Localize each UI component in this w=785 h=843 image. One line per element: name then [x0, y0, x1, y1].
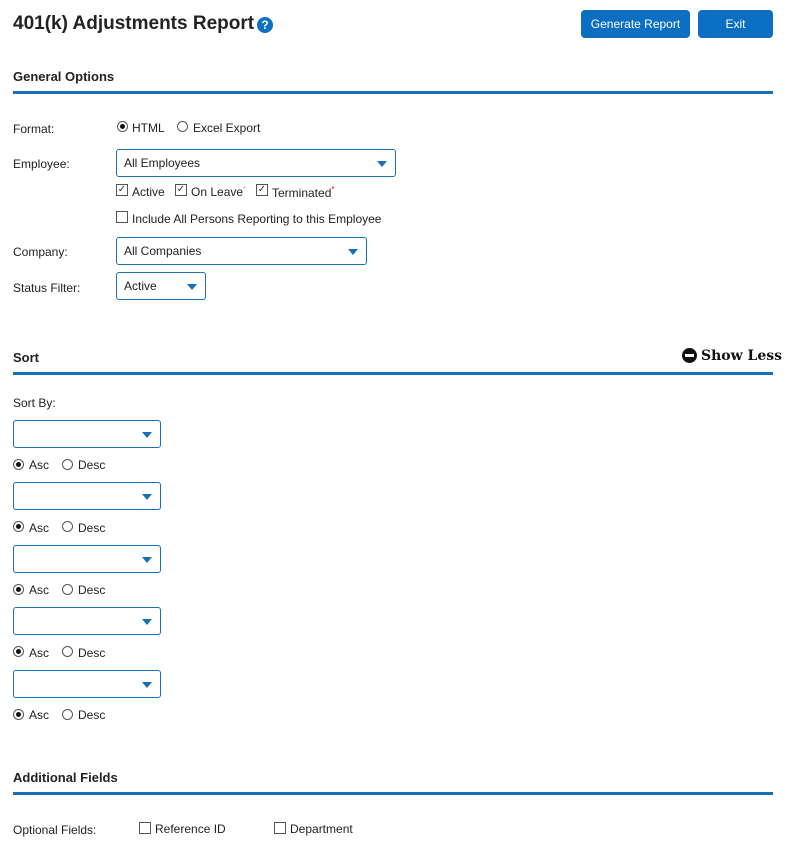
- chevron-down-icon: [187, 284, 197, 290]
- company-select[interactable]: [116, 237, 367, 265]
- asc-label: Asc: [29, 583, 50, 597]
- section-divider: [13, 91, 773, 94]
- sort-asc-radio-2[interactable]: [13, 521, 24, 532]
- desc-label: Desc: [78, 583, 106, 597]
- on-leave-checkbox-label: On Leave*: [191, 185, 246, 199]
- sort-field-select-2[interactable]: [13, 482, 161, 510]
- desc-label: Desc: [78, 708, 106, 722]
- company-label: Company:: [13, 245, 68, 259]
- status-filter-select[interactable]: [116, 272, 206, 300]
- include-reporting-checkbox[interactable]: [116, 211, 128, 223]
- format-html-radio[interactable]: [117, 121, 128, 132]
- sort-field-select-4[interactable]: [13, 607, 161, 635]
- terminated-required-mark: *: [331, 185, 335, 194]
- sort-asc-radio-4[interactable]: [13, 646, 24, 657]
- section-divider: [13, 372, 773, 375]
- chevron-down-icon: [142, 619, 152, 625]
- sort-title: Sort: [13, 350, 39, 365]
- department-label: Department: [290, 822, 353, 836]
- sort-desc-radio-5[interactable]: [62, 709, 73, 720]
- asc-label: Asc: [29, 646, 50, 660]
- include-reporting-label: Include All Persons Reporting to this Employee: [132, 212, 382, 226]
- sort-desc-radio-1[interactable]: [62, 459, 73, 470]
- sort-asc-radio-1[interactable]: [13, 459, 24, 470]
- sort-desc-radio-2[interactable]: [62, 521, 73, 532]
- on-leave-checkbox[interactable]: ✓: [176, 184, 186, 195]
- sort-by-label: Sort By:: [13, 396, 56, 410]
- active-checkbox[interactable]: ✓: [117, 184, 127, 195]
- section-divider: [13, 792, 773, 795]
- sort-desc-radio-4[interactable]: [62, 646, 73, 657]
- asc-label: Asc: [29, 458, 50, 472]
- format-excel-label: Excel Export: [193, 121, 261, 135]
- chevron-down-icon: [348, 249, 358, 255]
- general-options-title: General Options: [13, 69, 115, 84]
- format-label: Format:: [13, 122, 55, 136]
- sort-field-select-3[interactable]: [13, 545, 161, 573]
- exit-button[interactable]: Exit: [698, 10, 773, 38]
- format-excel-radio[interactable]: [177, 121, 188, 132]
- active-checkbox-label: Active: [132, 185, 165, 199]
- on-leave-note-mark: *: [243, 186, 246, 193]
- employee-select-value: All Employees: [124, 156, 201, 170]
- department-checkbox[interactable]: [274, 822, 286, 834]
- employee-label: Employee:: [13, 157, 70, 171]
- desc-label: Desc: [78, 458, 106, 472]
- format-html-label: HTML: [132, 121, 165, 135]
- sort-desc-radio-3[interactable]: [62, 584, 73, 595]
- terminated-checkbox[interactable]: ✓: [257, 184, 267, 195]
- company-select-value: All Companies: [124, 244, 202, 258]
- sort-asc-radio-3[interactable]: [13, 584, 24, 595]
- chevron-down-icon: [142, 557, 152, 563]
- asc-label: Asc: [29, 708, 50, 722]
- reference-id-checkbox[interactable]: [139, 822, 151, 834]
- sort-asc-radio-5[interactable]: [13, 709, 24, 720]
- show-less-toggle[interactable]: Show Less: [701, 348, 783, 364]
- reference-id-label: Reference ID: [155, 822, 226, 836]
- generate-report-button[interactable]: Generate Report: [581, 10, 690, 38]
- desc-label: Desc: [78, 646, 106, 660]
- desc-label: Desc: [78, 521, 106, 535]
- minus-circle-icon[interactable]: [682, 348, 697, 363]
- sort-field-select-5[interactable]: [13, 670, 161, 698]
- chevron-down-icon: [377, 161, 387, 167]
- chevron-down-icon: [142, 432, 152, 438]
- terminated-checkbox-label: Terminated*: [272, 185, 335, 200]
- page-title: 401(k) Adjustments Report: [13, 13, 255, 34]
- status-filter-value: Active: [124, 279, 157, 293]
- optional-fields-label: Optional Fields:: [13, 823, 97, 837]
- additional-fields-title: Additional Fields: [13, 770, 118, 785]
- status-filter-label: Status Filter:: [13, 281, 81, 295]
- sort-field-select-1[interactable]: [13, 420, 161, 448]
- employee-select[interactable]: [116, 149, 396, 177]
- chevron-down-icon: [142, 682, 152, 688]
- chevron-down-icon: [142, 494, 152, 500]
- help-icon[interactable]: ?: [257, 17, 273, 33]
- asc-label: Asc: [29, 521, 50, 535]
